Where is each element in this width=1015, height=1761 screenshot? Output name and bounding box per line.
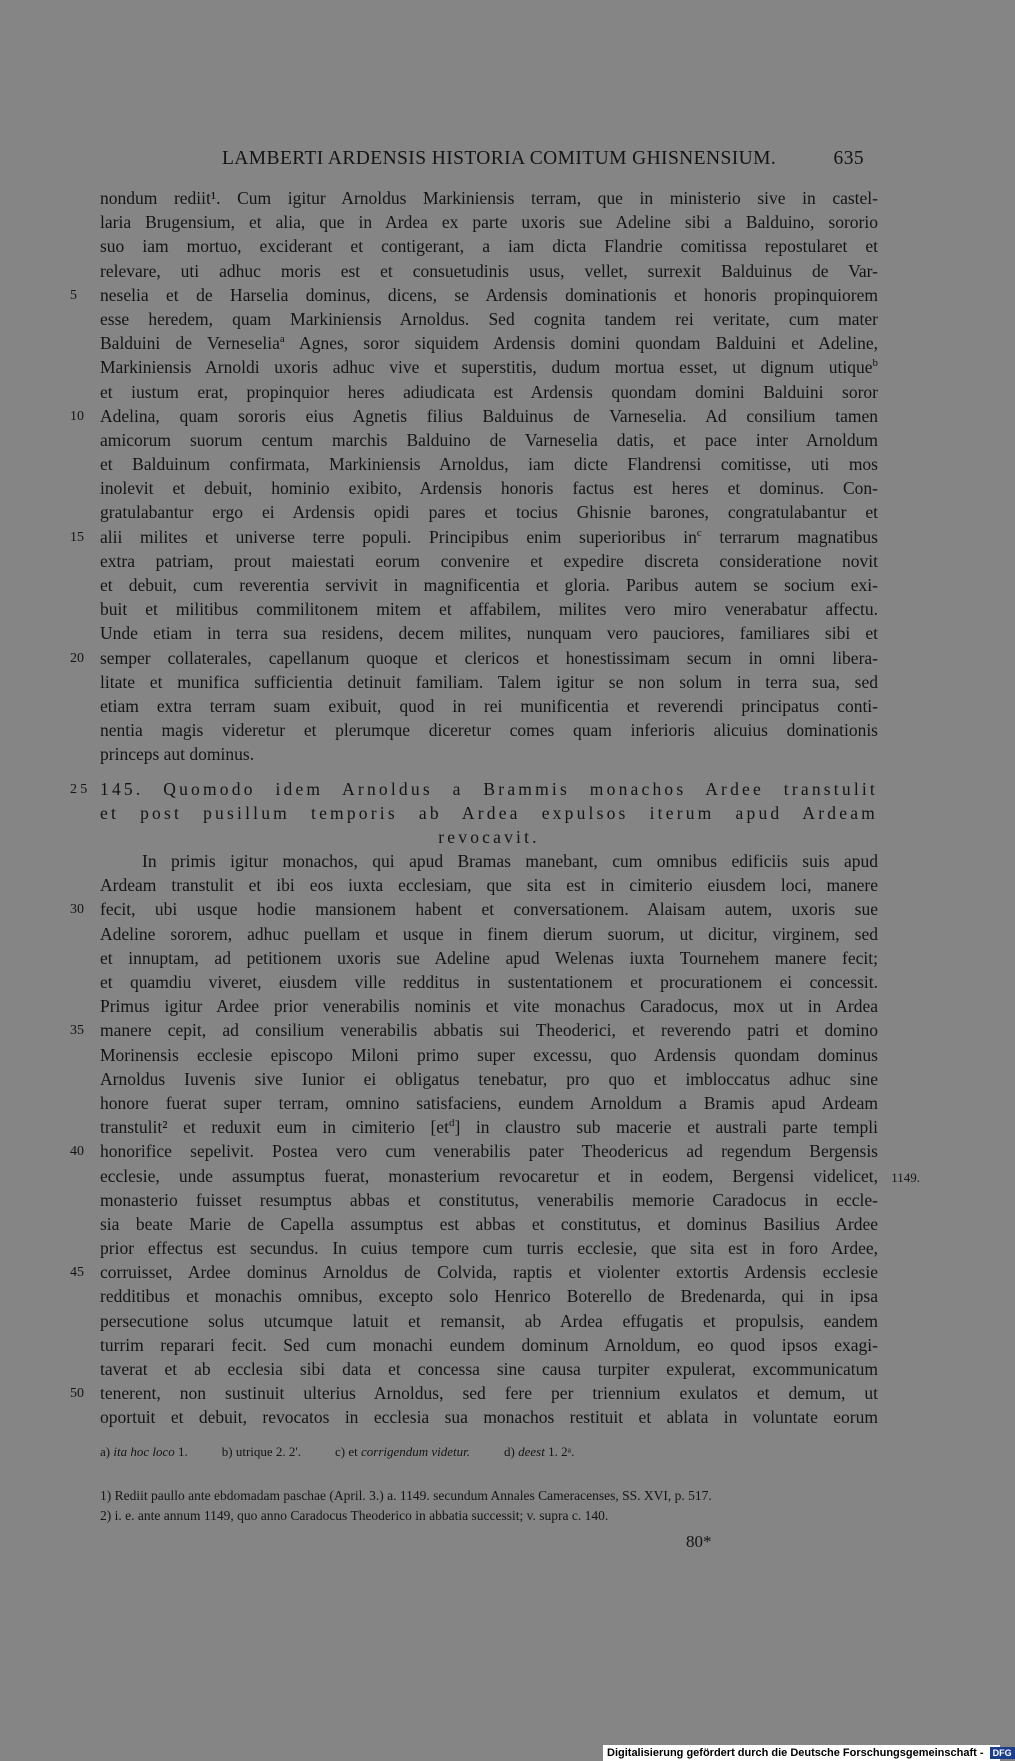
- margin-date: 1149.: [891, 1169, 920, 1185]
- line-text: esse heredem, quam Markiniensis Arnoldus. Sed cognita tandem rei veritate, cum mater: [100, 308, 878, 329]
- text-line: [100, 849, 878, 873]
- line-text: Primus igitur Ardee prior venerabilis nominis et vite monachus Caradocus, mox ut in Ardea: [100, 996, 878, 1017]
- text-line: [100, 210, 878, 234]
- line-text: neselia et de Harselia dominus, dicens, se Ardensis dominationis et honoris propinquiorem: [100, 284, 878, 305]
- line-number: 25: [70, 781, 91, 797]
- line-text: nentia magis videretur et plerumque diceretur comes quam inferioris alicuius dominationis: [100, 720, 878, 741]
- line-text: nondum rediit¹. Cum igitur Arnoldus Markiniensis terram, que in ministerio sive in castel-: [100, 188, 878, 208]
- text-line: [70, 897, 878, 921]
- line-text: Arnoldus Iuvenis sive Iunior ei obligatus tenebatur, pro quo et imbloccatus adhuc sine: [100, 1068, 878, 1089]
- text-line: [100, 476, 878, 500]
- footnotes: [100, 1486, 880, 1526]
- text-line: [100, 1333, 878, 1357]
- text-line: [100, 549, 878, 573]
- line-text: extra patriam, prout maiestati eorum convenire et expedire discreta consideratione novit: [100, 550, 878, 571]
- text-line: [100, 718, 878, 742]
- line-number: 5: [70, 287, 77, 303]
- line-text: amicorum suorum centum marchis Balduino de Varneselia datis, et pace inter Arnoldum: [100, 429, 878, 450]
- line-text: persecutione solus utcumque latuit et remansit, ab Ardea effugatis et propulsis, eandem: [100, 1310, 878, 1331]
- line-text: et debuit, cum reverentia servivit in magnificentia et gloria. Paribus autem se socium exi-: [100, 575, 878, 595]
- line-text: taverat et ab ecclesia sibi data et concessa sine causa turpiter expulerat, excommunicatum: [100, 1359, 878, 1379]
- line-text: gratulabantur ergo ei Ardensis opidi pares et tocius Ghisnie barones, congratulabantur et: [100, 502, 878, 523]
- text-line: [100, 1043, 878, 1067]
- text-line: [100, 1357, 878, 1381]
- line-text: ] in claustro sub macerie et australi parte templi: [454, 1117, 878, 1138]
- text-line: [100, 1164, 920, 1188]
- text-line: [100, 573, 878, 597]
- note-marker: d: [448, 1117, 455, 1130]
- line-text: prior effectus est secundus. In cuius tempore cum turris ecclesie, que sita est in foro Ardee,: [100, 1238, 878, 1259]
- footnote: 1) Rediit paullo ante ebdomadam paschae (April. 3.) a. 1149. secundum Annales Cameracenses, SS. XVI, p. 517.: [100, 1488, 712, 1503]
- line-text: Adeline sororem, adhuc puellam et usque in finem dierum suorum, ut dicitur, virginem, sed: [100, 923, 878, 944]
- page-number: 635: [833, 148, 864, 169]
- line-number: 45: [70, 1265, 84, 1281]
- text-line: [100, 1309, 878, 1333]
- text-line: [100, 1284, 878, 1308]
- line-text: manere cepit, ad consilium venerabilis abbatis sui Theoderici, et reverendo patri et domino: [100, 1020, 878, 1041]
- line-text: buit et militibus commilitonem mitem et affabilem, milites vero miro venerabatur affectu.: [100, 599, 878, 620]
- line-number: 40: [70, 1144, 84, 1160]
- text-line: [100, 970, 878, 994]
- text-line: [100, 873, 878, 897]
- line-text: fecit, ubi usque hodie mansionem habent et conversationem. Alaisam autem, uxoris sue: [100, 899, 878, 920]
- line-text: alii milites et universe terre populi. Principibus enim superioribus in: [100, 526, 697, 547]
- text-line: [100, 1091, 878, 1115]
- line-text: princeps aut dominus.: [100, 744, 255, 765]
- text-line: [100, 186, 878, 210]
- section-gap: [100, 767, 878, 777]
- text-line: [70, 283, 878, 307]
- line-text: turrim reparari fecit. Sed cum monachi eundem dominum Arnoldum, eo quod ipsos exagi-: [100, 1334, 878, 1355]
- line-text: laria Brugensium, et alia, que in Ardea ex parte uxoris sue Adeline sibi a Balduino, sororio: [100, 212, 878, 233]
- text-line: [70, 404, 878, 428]
- line-text: inolevit et debuit, hominio exibito, Ardensis honoris factus est heres et dominus. Con-: [100, 478, 878, 499]
- text-line: [100, 307, 878, 331]
- line-text: litate et munifica sufficientia detinuit familiam. Talem igitur se non solum in terra sua, sed: [100, 671, 878, 692]
- line-text: Markiniensis Arnoldi uxoris adhuc vive et superstitis, dudum mortua esset, ut dignum utique: [100, 357, 873, 378]
- note-marker: b: [872, 357, 878, 370]
- text-line: [100, 380, 878, 404]
- text-line: [100, 1236, 878, 1260]
- text-line: [100, 452, 878, 476]
- line-text: tenerent, non sustinuit ulterius Arnoldus, sed fere per triennium exulatos et demum, ut: [100, 1383, 878, 1404]
- line-text: Unde etiam in terra sua residens, decem milites, nunquam vero pauciores, familiares sibi et: [100, 623, 878, 644]
- text-line: [100, 259, 878, 283]
- variant-note: b) utrique 2. 2'.: [221, 1444, 302, 1459]
- dfg-logo: DFG: [990, 1747, 1015, 1759]
- variant-note: a) ita hoc loco 1.: [100, 1444, 188, 1459]
- text-line: [70, 1260, 878, 1284]
- line-text: redditibus et monachis omnibus, excepto solo Henrico Boterello de Bredenarda, qui in ipsa: [100, 1286, 878, 1307]
- text-line: [100, 670, 878, 694]
- line-number: 20: [70, 650, 84, 666]
- text-line: [100, 331, 878, 355]
- text-line: [100, 621, 878, 645]
- text-line: [100, 1405, 878, 1429]
- main-text: [70, 186, 920, 1430]
- text-line: [70, 1381, 878, 1405]
- text-line: [100, 1115, 878, 1139]
- line-text: ecclesie, unde assumptus fuerat, monasterium revocaretur et in eodem, Bergensi videlicet,: [100, 1165, 878, 1186]
- line-text: honorifice sepelivit. Postea vero cum venerabilis pater Theodericus ad regendum Bergensis: [100, 1141, 878, 1162]
- line-number: 10: [70, 408, 84, 424]
- text-line: [100, 694, 878, 718]
- text-line: [100, 500, 878, 524]
- text-line: [70, 646, 878, 670]
- line-text: et Balduinum confirmata, Markiniensis Arnoldus, iam dicte Flandrensi comitisse, uti mos: [100, 454, 878, 475]
- text-line: [70, 525, 878, 549]
- line-text: suo iam mortuo, exciderant et contigerant, a iam dicta Flandrie comitissa repostularet et: [100, 236, 878, 257]
- line-text: In primis igitur monachos, qui apud Bramas manebant, cum omnibus edificiis suis apud: [142, 851, 878, 872]
- sheet-number: 80*: [686, 1532, 712, 1551]
- variant-note: c) et corrigendum videtur.: [335, 1444, 471, 1459]
- text-line: [70, 777, 878, 801]
- variant-notes: [100, 1444, 880, 1460]
- footnote: 2) i. e. ante annum 1149, quo anno Caradocus Theoderico in abbatia successit; v. supra c. 140.: [100, 1508, 609, 1523]
- line-text: corruisset, Ardee dominus Arnoldus de Colvida, raptis et violenter extortis Ardensis ecclesie: [100, 1262, 878, 1283]
- line-number: 50: [70, 1386, 84, 1402]
- text-line: [100, 1212, 878, 1236]
- dfg-banner: [603, 1745, 1012, 1761]
- line-text: Morinensis ecclesie episcopo Miloni primo super excessu, quo Ardensis quondam dominus: [100, 1044, 878, 1065]
- text-line: [100, 428, 878, 452]
- line-number: 35: [70, 1023, 84, 1039]
- text-line: [100, 355, 878, 379]
- text-line: [70, 1018, 878, 1042]
- text-line: [100, 946, 878, 970]
- line-text: Agnes, soror siquidem Ardensis domini quondam Balduini et Adeline,: [284, 333, 878, 354]
- line-text: semper collaterales, capellanum quoque et clericos et honestissimam secum in omni libera-: [100, 647, 878, 668]
- line-text: revocavit.: [438, 826, 540, 847]
- line-text: oportuit et debuit, revocatos in ecclesia sua monachos restituit et ablata in voluntate eorum: [100, 1407, 878, 1428]
- variant-note: d) deest 1. 2ᵃ.: [504, 1444, 575, 1459]
- text-line: [100, 1067, 878, 1091]
- line-text: et post pusillum temporis ab Ardea expulsos iterum apud Ardeam: [100, 802, 878, 823]
- line-text: Balduini de Verneselia: [100, 333, 280, 354]
- line-text: et iustum erat, propinquior heres adiudicata est Ardensis quondam domini Balduini soror: [100, 381, 878, 402]
- text-line: [100, 234, 878, 258]
- line-text: sia beate Marie de Capella assumptus est abbas et constitutus, et dominus Basilius Ardee: [100, 1213, 878, 1234]
- text-line: [100, 597, 878, 621]
- note-marker: c: [696, 526, 702, 539]
- text-line: [100, 994, 878, 1018]
- text-line: [100, 825, 878, 849]
- line-text: honore fuerat super terram, omnino satisfaciens, eundem Arnoldum a Bramis apud Ardeam: [100, 1092, 878, 1113]
- line-text: relevare, uti adhuc moris est et consuetudinis usus, vellet, surrexit Balduinus de Var-: [100, 260, 878, 281]
- line-text: et quamdiu viveret, eiusdem ville redditus in sustentationem et procurationem ei concessit.: [100, 972, 878, 992]
- line-number: 30: [70, 902, 84, 918]
- line-text: Adelina, quam sororis eius Agnetis filius Balduinus de Varneselia. Ad consilium tamen: [100, 405, 878, 426]
- line-text: et innuptam, ad petitionem uxoris sue Adeline apud Welenas iuxta Tournehem manere fecit;: [100, 947, 878, 968]
- dfg-banner-text: Digitalisierung gefördert durch die Deutsche Forschungsgemeinschaft -: [607, 1747, 984, 1759]
- line-text: monasterio fuisset resumptus abbas et constitutus, venerabilis memorie Caradocus in eccle-: [100, 1189, 878, 1210]
- text-line: [70, 1139, 878, 1163]
- text-line: [100, 742, 878, 766]
- line-text: 145. Quomodo idem Arnoldus a Brammis monachos Ardee transtulit: [100, 778, 878, 799]
- line-text: terrarum magnatibus: [701, 526, 878, 547]
- line-text: transtulit² et reduxit eum in cimiterio [et: [100, 1117, 449, 1138]
- header-title: LAMBERTI ARDENSIS HISTORIA COMITUM GHISNENSIUM.: [222, 148, 777, 169]
- line-text: etiam extra terram suam exibuit, quod in rei munificentia et reverendi principatus conti-: [100, 695, 878, 716]
- text-line: [100, 1188, 878, 1212]
- text-line: [100, 922, 878, 946]
- line-number: 15: [70, 529, 84, 545]
- line-text: Ardeam transtulit et ibi eos iuxta ecclesiam, que sita est in cimiterio eiusdem loci, manere: [100, 875, 878, 896]
- note-marker: a: [279, 333, 285, 346]
- text-line: [100, 801, 878, 825]
